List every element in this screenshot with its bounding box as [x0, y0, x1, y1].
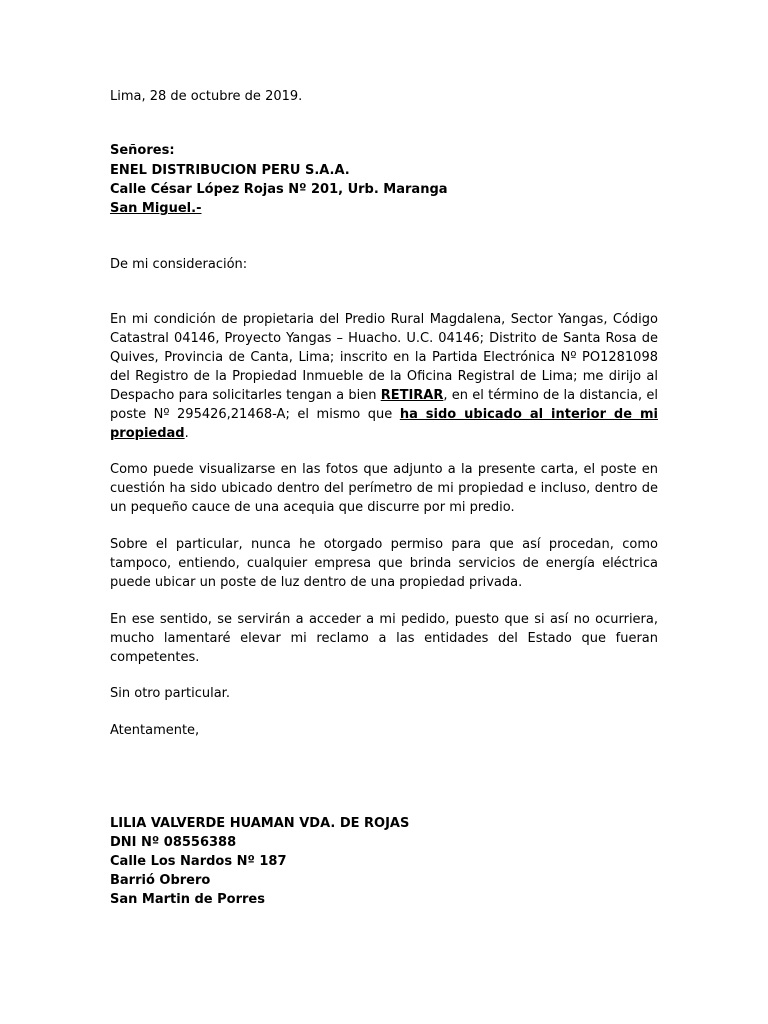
- paragraph-line: [110, 405, 658, 424]
- paragraph-line: En mi condición de propietaria del Predio Rural Magdalena, Sector Yangas, Código: [110, 312, 658, 327]
- paragraph-photos: [110, 460, 658, 517]
- paragraph-line: competentes.: [110, 650, 200, 665]
- paragraph-line: Catastral 04146, Proyecto Yangas – Huacho. U.C. 04146; Distrito de Santa Rosa de: [110, 331, 658, 346]
- paragraph-request: [110, 310, 658, 443]
- paragraph-line: [110, 386, 658, 405]
- paragraph-line: cuestión ha sido ubicado dentro del perímetro de mi propiedad e incluso, dentro de: [110, 481, 658, 496]
- addressee-district: San Miguel.-: [110, 201, 202, 216]
- sender-street: Calle Los Nardos Nº 187: [110, 854, 287, 869]
- addressee-company: ENEL DISTRIBUCION PERU S.A.A.: [110, 163, 350, 178]
- paragraph-line: puede ubicar un poste de luz dentro de una propiedad privada.: [110, 575, 523, 590]
- paragraph-permission: [110, 535, 658, 592]
- valediction: Atentamente,: [110, 723, 200, 738]
- paragraph-line: [110, 424, 658, 443]
- greeting: De mi consideración:: [110, 257, 248, 272]
- line-text: poste Nº 295426,21468-A; el mismo que: [110, 407, 400, 422]
- location-emphasis-end: propiedad: [110, 426, 185, 441]
- line-text: .: [184, 426, 189, 441]
- paragraph-line: Sobre el particular, nunca he otorgado permiso para que así procedan, como: [110, 537, 658, 552]
- paragraph-line: mucho lamentaré elevar mi reclamo a las entidades del Estado que fueran: [110, 631, 658, 646]
- paragraph-line: En ese sentido, se servirán a acceder a mi pedido, puesto que si así no ocurriera,: [110, 612, 658, 627]
- paragraph-request-closing: [110, 610, 658, 667]
- paragraph-line: Quives, Provincia de Canta, Lima; inscrito en la Partida Electrónica Nº PO1281098: [110, 350, 658, 365]
- sender-district: San Martin de Porres: [110, 892, 265, 907]
- sender-neighborhood: Barrió Obrero: [110, 873, 211, 888]
- sender-name: LILIA VALVERDE HUAMAN VDA. DE ROJAS: [110, 816, 410, 831]
- addressee-street: Calle César López Rojas Nº 201, Urb. Maranga: [110, 182, 448, 197]
- line-text: Despacho para solicitarles tengan a bien: [110, 388, 381, 403]
- closing-line: Sin otro particular.: [110, 686, 230, 701]
- date-line: Lima, 28 de octubre de 2019.: [110, 89, 303, 104]
- paragraph-line: del Registro de la Propiedad Inmueble de la Oficina Registral de Lima; me dirijo al: [110, 369, 658, 384]
- location-emphasis: ha sido ubicado al interior de mi: [399, 407, 658, 422]
- salutation: Señores:: [110, 143, 175, 158]
- sender-dni: DNI Nº 08556388: [110, 835, 237, 850]
- retirar-emphasis: RETIRAR: [380, 388, 444, 403]
- paragraph-line: tampoco, entiendo, cualquier empresa que brinda servicios de energía eléctrica: [110, 556, 658, 571]
- paragraph-line: Como puede visualizarse en las fotos que adjunto a la presente carta, el poste en: [110, 462, 658, 477]
- line-text: , en el término de la distancia, el: [443, 388, 658, 403]
- paragraph-line: un pequeño cauce de una acequia que discurre por mi predio.: [110, 500, 515, 515]
